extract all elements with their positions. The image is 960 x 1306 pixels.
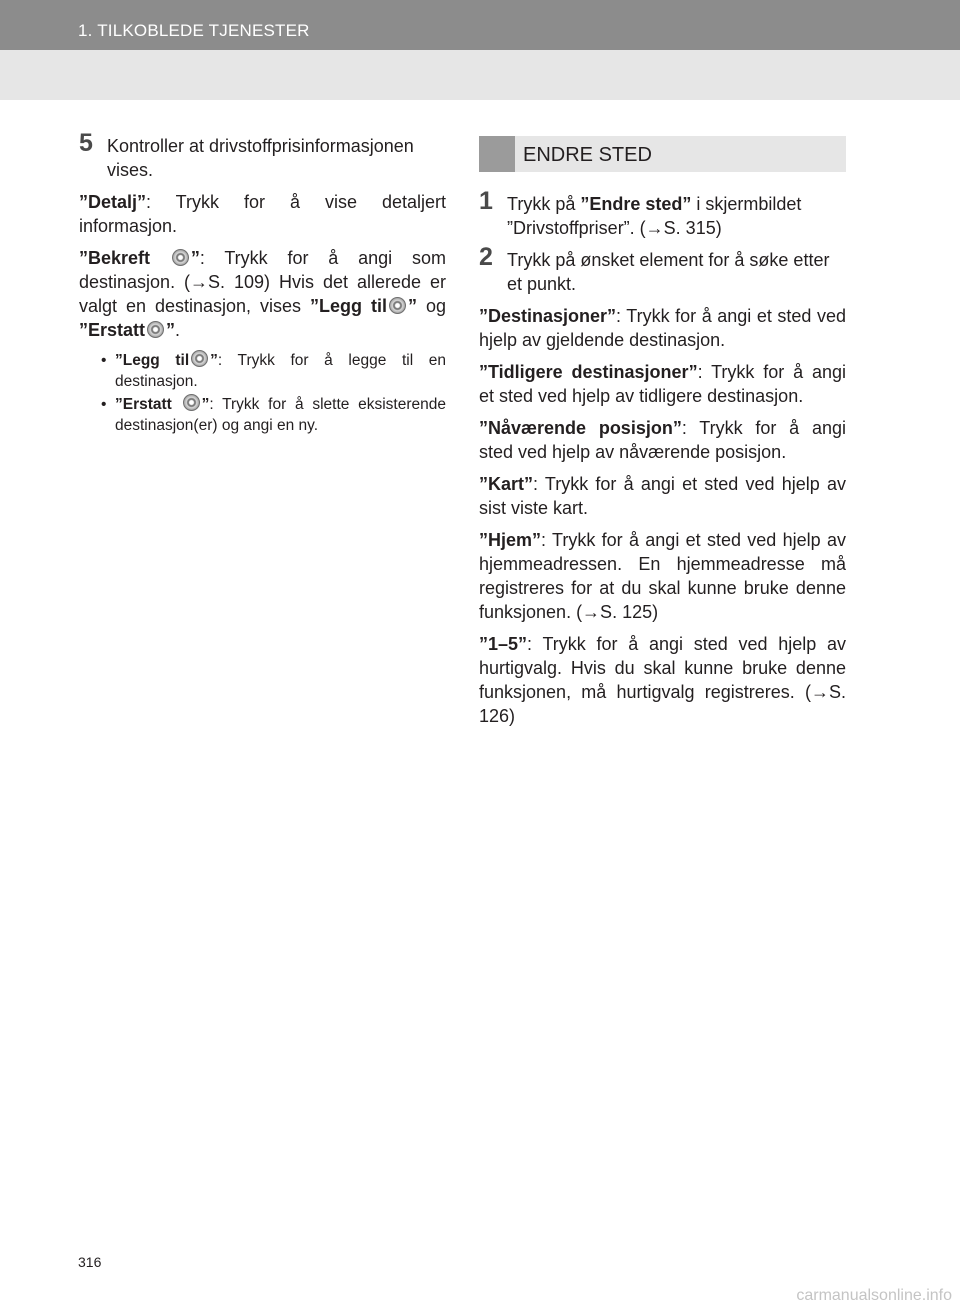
option-desc: : Trykk for å angi sted ved hjelp av hurtigvalg. Hvis du skal kunne bruke denne funksjonen, må hurtigvalg registreres. (→S. 126) xyxy=(479,634,846,726)
step-5 xyxy=(79,129,446,182)
option-desc: : Trykk for å angi sted ved hjelp av nåværende posisjon. xyxy=(479,418,846,462)
step-text: Kontroller at drivstoffprisinformasjonen vises. xyxy=(107,136,414,180)
voice-command-icon xyxy=(191,350,208,367)
right-column xyxy=(479,134,846,736)
bullet-term: ”Erstatt xyxy=(115,396,172,413)
bekreft-item: ”Bekreft ”: Trykk for å angi som destinasjon. (→S. 109) Hvis det allerede er valgt en destinasjon, vises ”Legg til ” og ”Erstatt ”. xyxy=(79,248,446,340)
option-term: ”Nåværende posisjon” xyxy=(479,418,682,438)
bullet-desc: : Trykk for å slette eksisterende destinasjon(er) og angi en ny. xyxy=(115,396,446,434)
step-text: Trykk på ønsket element for å søke etter et punkt. xyxy=(507,250,830,294)
step-number: 5 xyxy=(79,129,93,157)
detalj-item xyxy=(79,190,446,238)
left-column xyxy=(79,129,446,438)
section-marker xyxy=(479,136,515,172)
option-item xyxy=(479,632,846,728)
step-1: 1 Trykk på ”Endre sted” i skjermbildet ”Drivstoffpriser”. (→S. 315) xyxy=(479,187,802,238)
option-term: ”1–5” xyxy=(479,634,528,654)
bullet-desc: : Trykk for å legge til en destinasjon. xyxy=(115,352,446,390)
header-bar xyxy=(0,0,960,50)
voice-command-icon xyxy=(147,321,164,338)
option-term: ”Kart” xyxy=(479,474,534,494)
header-band xyxy=(0,50,960,100)
option-term: ”Destinasjoner” xyxy=(479,306,617,326)
option-item xyxy=(479,360,846,408)
option-item xyxy=(479,304,846,352)
bekreft-desc: : Trykk for å angi som destinasjon. (→S. 109) Hvis det allerede er valgt en destinasjon, vises xyxy=(79,248,446,316)
option-item xyxy=(479,472,846,520)
page-number: 316 xyxy=(78,1254,102,1270)
step-number: 2 xyxy=(479,243,493,271)
option-desc: : Trykk for å angi et sted ved hjelp av tidligere destinasjon. xyxy=(479,362,846,406)
option-desc: : Trykk for å angi et sted ved hjelp av hjemmeadressen. En hjemmeadresse må registreres for at du skal kunne bruke denne funksjonen. (→S. 125) xyxy=(479,530,846,622)
erstatt-term: ”Erstatt xyxy=(79,320,146,340)
section-title: ENDRE STED xyxy=(523,144,652,166)
option-desc: : Trykk for å angi et sted ved hjelp av sist viste kart. xyxy=(479,474,846,518)
endre-sted-term: ”Endre sted” xyxy=(580,194,692,214)
legg-til-term: ”Legg til xyxy=(310,296,387,316)
bullet-erstatt: • ”Erstatt ”: Trykk for å slette eksisterende destinasjon(er) og angi en ny. xyxy=(101,396,446,434)
step-number: 1 xyxy=(479,187,493,215)
watermark: carmanualsonline.info xyxy=(796,1287,952,1304)
voice-command-icon xyxy=(389,297,406,314)
bullet-term: ”Legg til xyxy=(115,352,190,369)
option-term: ”Hjem” xyxy=(479,530,542,550)
detalj-term: ”Detalj” xyxy=(79,192,147,212)
voice-command-icon xyxy=(172,249,189,266)
voice-command-icon xyxy=(183,394,200,411)
option-item xyxy=(479,528,846,624)
bullet-legg-til: • ”Legg til ”: Trykk for å legge til en destinasjon. xyxy=(101,352,446,390)
bekreft-term: ”Bekreft xyxy=(79,248,151,268)
detalj-desc: : Trykk for å vise detaljert informasjon. xyxy=(79,192,446,236)
chapter-title: 1. TILKOBLEDE TJENESTER xyxy=(78,21,310,40)
option-term: ”Tidligere destinasjoner” xyxy=(479,362,698,382)
section-header xyxy=(479,136,846,172)
option-item xyxy=(479,416,846,464)
option-desc: : Trykk for å angi et sted ved hjelp av gjeldende destinasjon. xyxy=(479,306,846,350)
step-2 xyxy=(479,243,846,296)
